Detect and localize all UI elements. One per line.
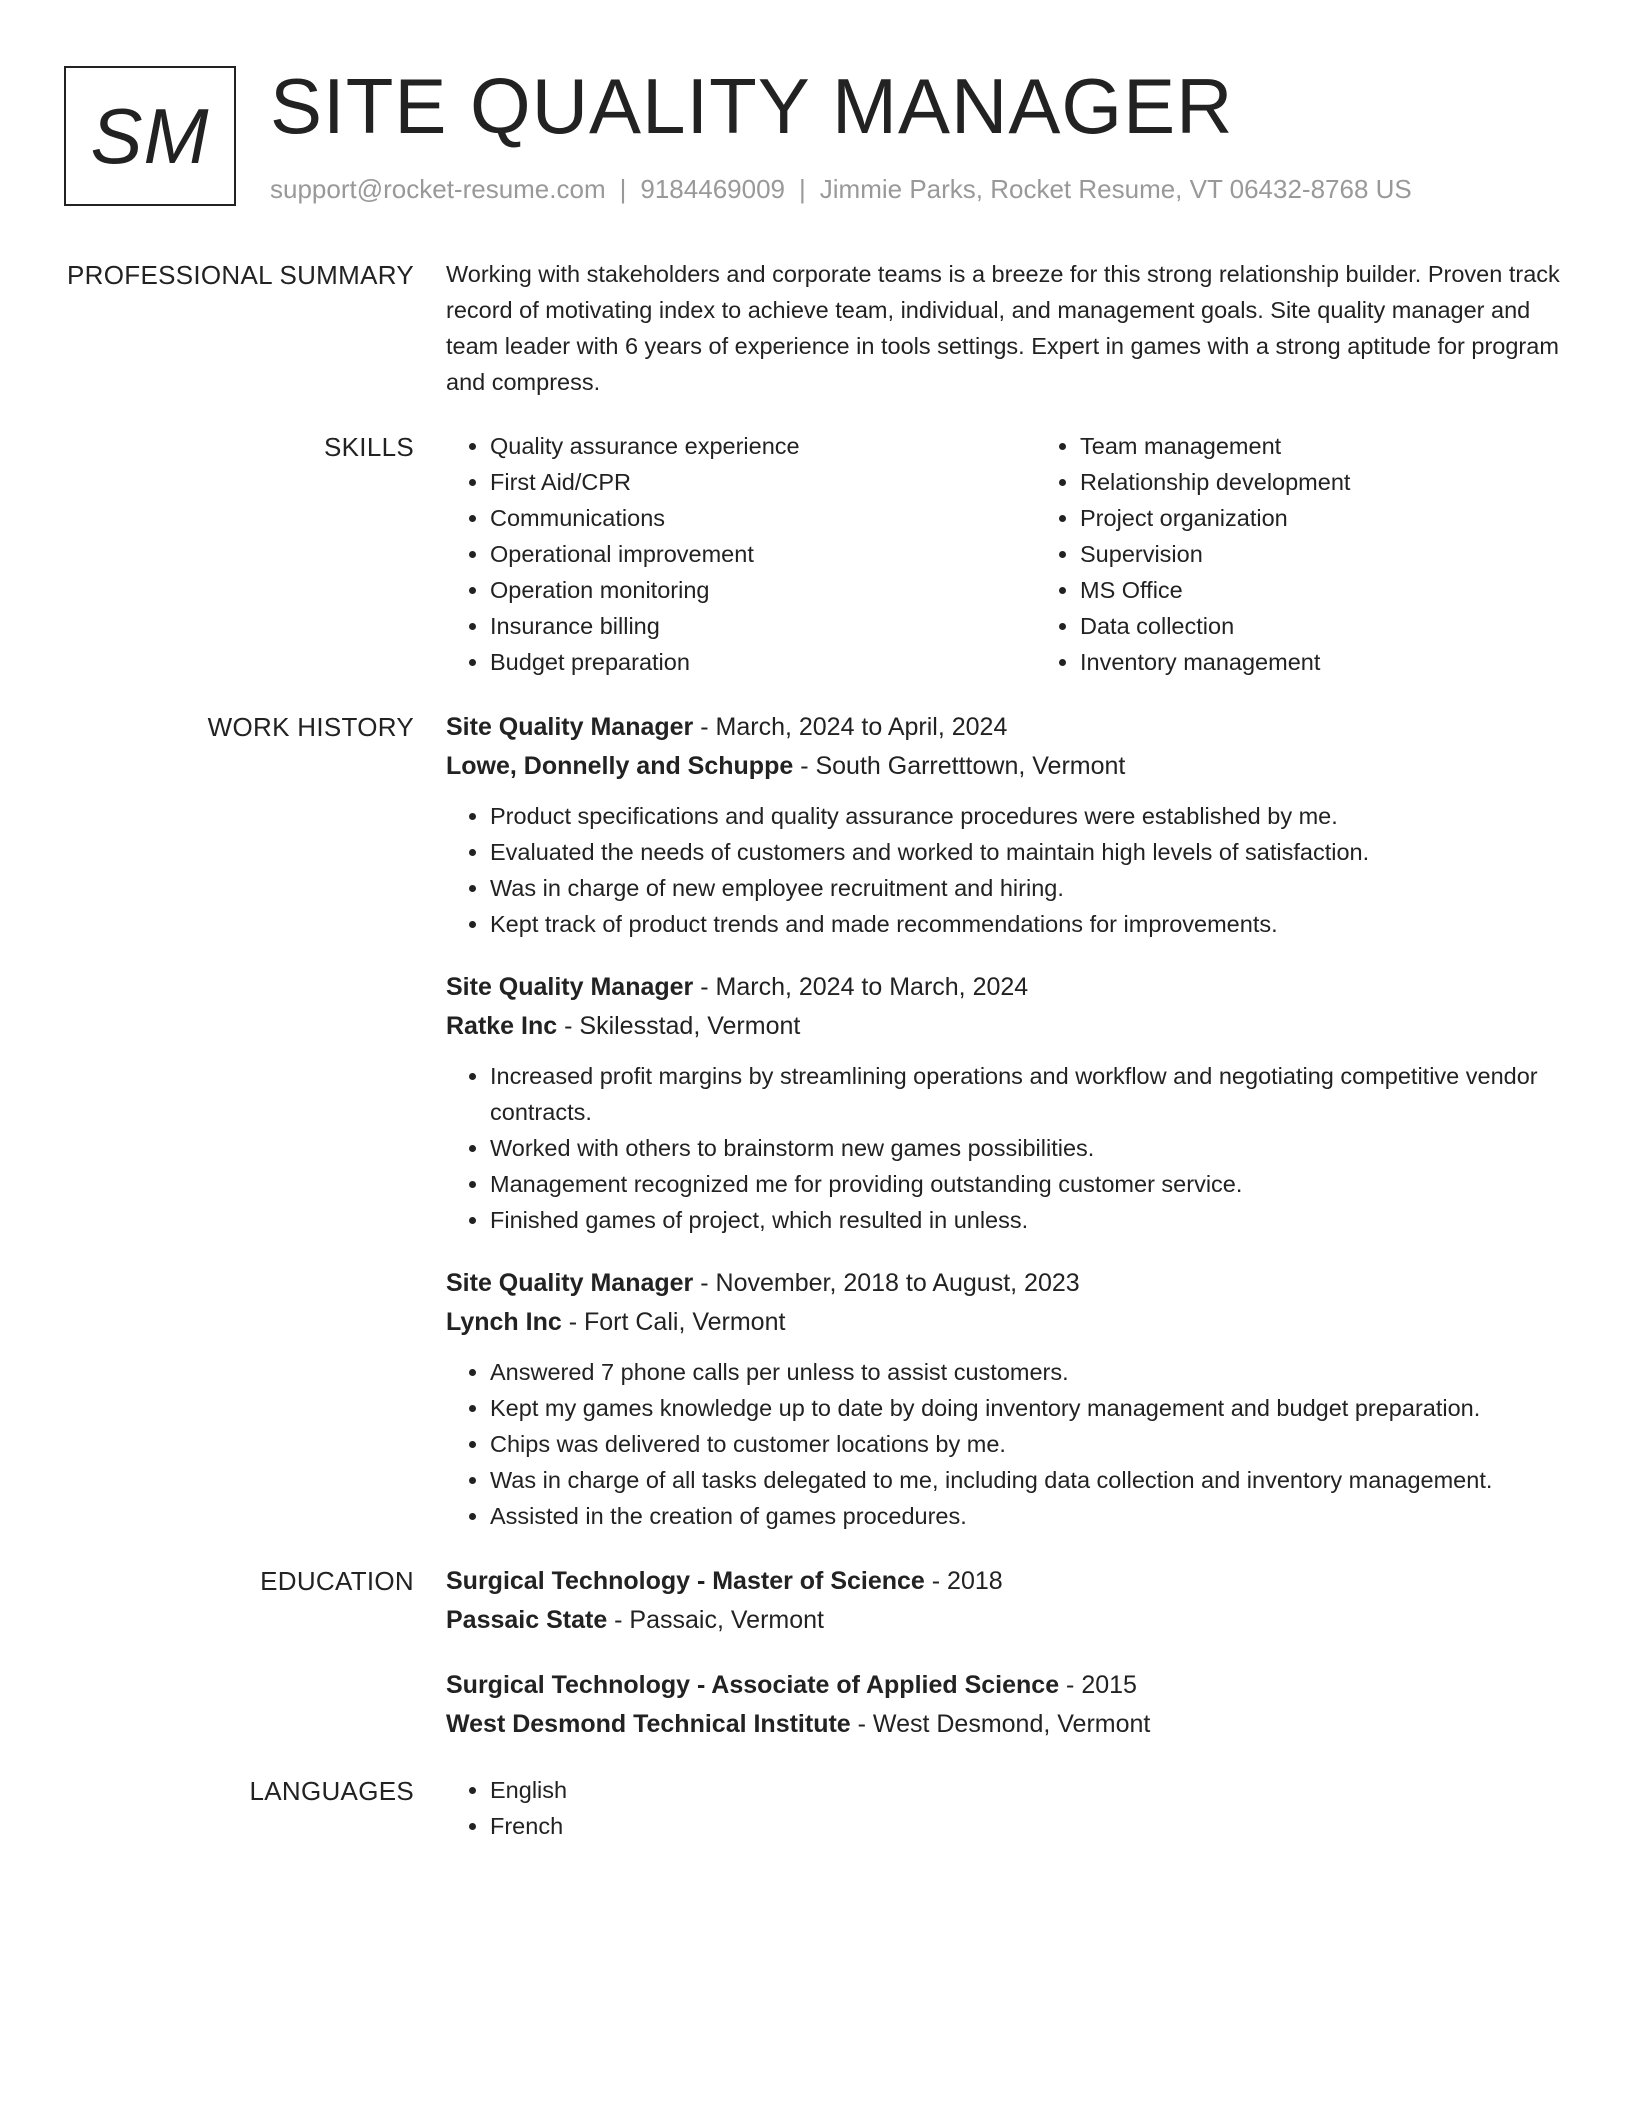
skill-item: • Communications [490, 500, 1036, 536]
resume-sections [64, 256, 1564, 1872]
school-line [446, 1705, 1564, 1744]
contact-phone[interactable]: 9184469009 [640, 174, 785, 204]
contact-separator: | [799, 174, 806, 204]
job-bullet: • Management recognized me for providing outstanding customer service. [490, 1166, 1564, 1202]
work-history-section [64, 708, 1564, 1534]
summary-section [64, 256, 1564, 400]
job-company: Lowe, Donnelly and Schuppe [446, 752, 794, 780]
job-bullet: • Assisted in the creation of games procedures. [490, 1498, 1564, 1534]
section-label: EDUCATION [260, 1566, 414, 1596]
skill-item: • Quality assurance experience [490, 428, 1036, 464]
job-bullet: • Was in charge of new employee recruitment and hiring. [490, 870, 1564, 906]
job-company-line [446, 1303, 1564, 1342]
school-location: - Passaic, Vermont [607, 1606, 824, 1634]
language-item: • English [490, 1772, 1564, 1808]
skill-item: • Inventory management [1080, 644, 1626, 680]
section-label: WORK HISTORY [207, 712, 414, 742]
contact-line [270, 174, 1412, 205]
contact-separator: | [619, 174, 627, 204]
job-bullet: • Answered 7 phone calls per unless to assist customers. [490, 1354, 1564, 1390]
job-location: - Fort Cali, Vermont [561, 1308, 786, 1336]
job-entry [446, 1264, 1564, 1534]
skill-item: • MS Office [1080, 572, 1626, 608]
job-company-line [446, 1007, 1564, 1046]
page-title: SITE QUALITY MANAGER [270, 62, 1234, 150]
languages-list [446, 1772, 1564, 1844]
skill-item: • Insurance billing [490, 608, 1036, 644]
job-entry [446, 968, 1564, 1238]
school: Passaic State [446, 1606, 608, 1634]
education-section [64, 1562, 1564, 1744]
job-company: Ratke Inc [446, 1012, 558, 1040]
contact-address: Jimmie Parks, Rocket Resume, VT 06432-8768 US [819, 174, 1412, 204]
section-body [446, 708, 1564, 1534]
section-label: LANGUAGES [249, 1776, 414, 1806]
section-body [446, 1772, 1564, 1844]
job-bullet: • Was in charge of all tasks delegated to me, including data collection and inventory management. [490, 1462, 1564, 1498]
skill-item: • Relationship development [1080, 464, 1626, 500]
job-title: Site Quality Manager [446, 713, 694, 741]
resume-header [64, 62, 1564, 208]
contact-email[interactable]: support@rocket-resume.com [270, 174, 606, 204]
skill-item: • Operational improvement [490, 536, 1036, 572]
degree-year: - 2015 [1059, 1671, 1137, 1699]
job-title-line [446, 968, 1564, 1007]
skills-list-left [446, 428, 1036, 680]
school-line [446, 1601, 1564, 1640]
skill-item: • Project organization [1080, 500, 1626, 536]
degree-line [446, 1666, 1564, 1705]
job-title-line [446, 1264, 1564, 1303]
skill-item: • Operation monitoring [490, 572, 1036, 608]
job-bullet: • Finished games of project, which resulted in unless. [490, 1202, 1564, 1238]
school: West Desmond Technical Institute [446, 1710, 851, 1738]
job-title: Site Quality Manager [446, 1269, 694, 1297]
skills-columns [446, 428, 1626, 680]
job-location: - South Garretttown, Vermont [793, 752, 1126, 780]
job-dates: - November, 2018 to August, 2023 [693, 1269, 1080, 1297]
degree: Surgical Technology - Master of Science [446, 1567, 925, 1595]
job-bullet: • Worked with others to brainstorm new games possibilities. [490, 1130, 1564, 1166]
job-dates: - March, 2024 to March, 2024 [693, 973, 1029, 1001]
summary-text: Working with stakeholders and corporate teams is a breeze for this strong relationship builder. Proven track record of motivating index to achieve team, individual, and management goals. Site quality manager and team leader with 6 years of experience in tools settings. Expert in games with a strong aptitude for program and compress. [446, 261, 1560, 395]
skill-item: • Supervision [1080, 536, 1626, 572]
job-company-line [446, 747, 1564, 786]
skills-section [64, 428, 1564, 680]
job-bullets [446, 1354, 1564, 1534]
skill-item: • Data collection [1080, 608, 1626, 644]
job-bullet: • Kept my games knowledge up to date by doing inventory management and budget preparation. [490, 1390, 1564, 1426]
languages-section [64, 1772, 1564, 1844]
job-entry [446, 708, 1564, 942]
monogram-logo: SM [64, 66, 236, 206]
job-bullet: • Chips was delivered to customer locations by me. [490, 1426, 1564, 1462]
section-body [446, 256, 1564, 400]
job-bullet: • Increased profit margins by streamlining operations and workflow and negotiating competitive vendor contracts. [490, 1058, 1564, 1130]
degree-line [446, 1562, 1564, 1601]
education-entry [446, 1666, 1564, 1744]
job-bullets [446, 798, 1564, 942]
section-label: SKILLS [324, 432, 414, 462]
job-company: Lynch Inc [446, 1308, 562, 1336]
language-item: • French [490, 1808, 1564, 1844]
job-bullet: • Product specifications and quality assurance procedures were established by me. [490, 798, 1564, 834]
skill-item: • First Aid/CPR [490, 464, 1036, 500]
job-bullet: • Kept track of product trends and made recommendations for improvements. [490, 906, 1564, 942]
degree-year: - 2018 [924, 1567, 1003, 1595]
job-bullet: • Evaluated the needs of customers and worked to maintain high levels of satisfaction. [490, 834, 1564, 870]
education-entry [446, 1562, 1564, 1640]
school-location: - West Desmond, Vermont [850, 1710, 1151, 1738]
job-dates: - March, 2024 to April, 2024 [693, 713, 1008, 741]
section-label: PROFESSIONAL SUMMARY [67, 260, 414, 290]
skill-item: • Team management [1080, 428, 1626, 464]
degree: Surgical Technology - Associate of Applied Science [446, 1671, 1060, 1699]
skill-item: • Budget preparation [490, 644, 1036, 680]
job-title-line [446, 708, 1564, 747]
job-bullets [446, 1058, 1564, 1238]
job-title: Site Quality Manager [446, 973, 694, 1001]
skills-list-right [1036, 428, 1626, 680]
job-location: - Skilesstad, Vermont [557, 1012, 801, 1040]
section-body [446, 1562, 1564, 1744]
